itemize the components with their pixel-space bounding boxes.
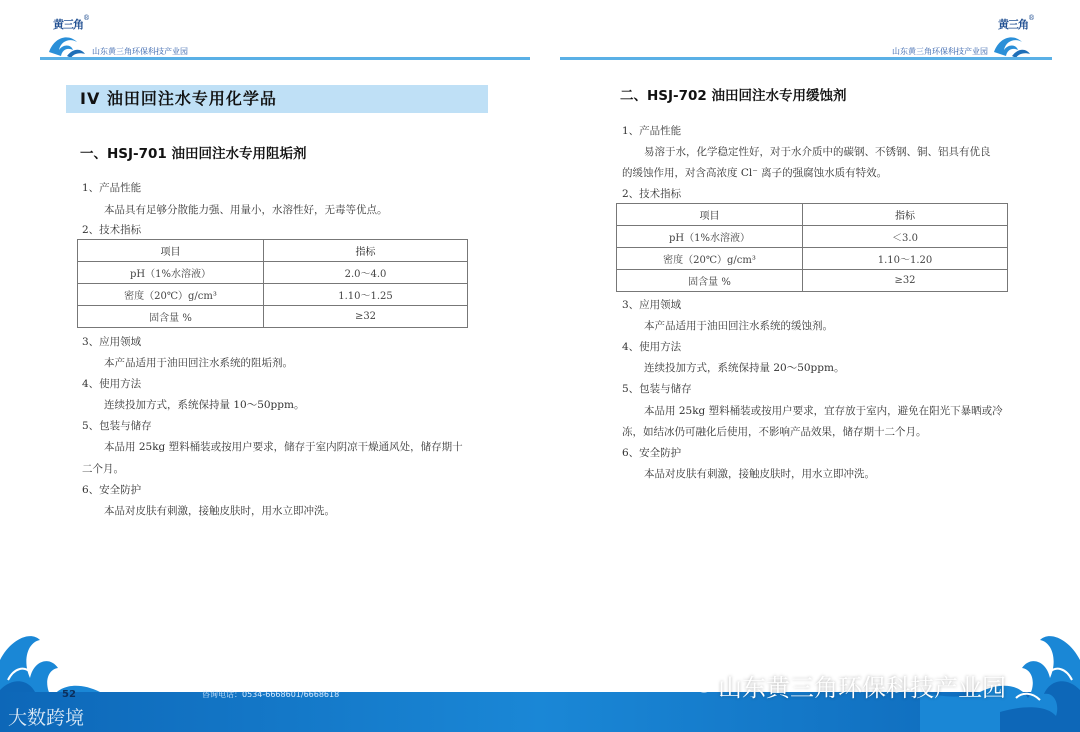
product-title-701: 一、HSJ-701 油田回注水专用阻垢剂 <box>80 146 307 162</box>
corner-watermark: 大数跨境 <box>8 707 85 729</box>
brand-logo-right <box>992 14 1035 62</box>
heading-performance-702: 1、产品性能 <box>622 125 682 137</box>
table-row <box>78 262 468 284</box>
registered-mark: ® <box>83 14 90 22</box>
table-header-row <box>78 240 468 262</box>
brand-logo <box>47 14 90 62</box>
header-divider-left <box>40 57 530 60</box>
table-cell: pH（1%水溶液） <box>617 226 803 248</box>
product-title-702: 二、HSJ-702 油田回注水专用缓蚀剂 <box>620 88 847 104</box>
header-divider-right <box>560 57 1052 60</box>
table-header-value: 指标 <box>803 204 1008 226</box>
table-header-row <box>617 204 1008 226</box>
heading-safety: 6、安全防护 <box>82 484 142 496</box>
park-name-left: 山东黄三角环保科技产业园 <box>92 47 188 56</box>
text-safety: 本品对皮肤有刺激，接触皮肤时，用水立即冲洗。 <box>104 505 335 517</box>
table-cell: 1.10～1.20 <box>803 248 1008 270</box>
table-row <box>617 226 1008 248</box>
table-row <box>617 248 1008 270</box>
table-cell: 密度（20℃）g/cm³ <box>78 284 264 306</box>
text-packaging-702-1: 本品用 25kg 塑料桶装或按用户要求，宜存放于室内，避免在阳光下暴晒或冷 <box>644 405 1003 417</box>
brand-mark-text-right: 黄三角 <box>998 18 1028 31</box>
table-cell: 固含量 % <box>617 270 803 292</box>
spec-table-702 <box>616 203 1008 292</box>
watermark-text: 山东黄三角环保科技产业园 <box>718 674 1006 702</box>
wechat-icon <box>684 670 714 694</box>
heading-usage: 4、使用方法 <box>82 378 142 390</box>
heading-specs-702: 2、技术指标 <box>622 188 682 200</box>
text-packaging-1: 本品用 25kg 塑料桶装或按用户要求，储存于室内阴凉干燥通风处，储存期十 <box>104 441 463 453</box>
table-cell: 1.10～1.25 <box>264 284 468 306</box>
table-cell: 密度（20℃）g/cm³ <box>617 248 803 270</box>
table-cell: 2.0～4.0 <box>264 262 468 284</box>
table-cell: 固含量 % <box>78 306 264 328</box>
text-performance-702-2: 的缓蚀作用，对含高浓度 Cl⁻ 离子的强腐蚀水质有特效。 <box>622 167 888 179</box>
contact-phone: 咨询电话：0534-6668601/6668618 <box>202 690 340 699</box>
text-packaging-2: 二个月。 <box>82 463 124 475</box>
text-usage: 连续投加方式，系统保持量 10～50ppm。 <box>104 399 305 411</box>
heading-packaging: 5、包装与储存 <box>82 420 152 432</box>
section-title: IV 油田回注水专用化学品 <box>66 85 488 113</box>
page-number: 52 <box>62 689 76 700</box>
wave-logo-icon <box>47 30 87 60</box>
heading-specs: 2、技术指标 <box>82 224 142 236</box>
table-row <box>617 270 1008 292</box>
heading-application-702: 3、应用领域 <box>622 299 682 311</box>
text-safety-702: 本品对皮肤有刺激，接触皮肤时，用水立即冲洗。 <box>644 468 875 480</box>
table-header-item: 项目 <box>78 240 264 262</box>
table-cell: ≥32 <box>803 270 1008 292</box>
heading-packaging-702: 5、包装与储存 <box>622 383 692 395</box>
wave-logo-icon <box>992 30 1032 60</box>
park-name-right: 山东黄三角环保科技产业园 <box>892 47 988 56</box>
brand-mark-text: 黄三角 <box>53 18 83 31</box>
registered-mark-right: ® <box>1028 14 1035 22</box>
text-application-702: 本产品适用于油田回注水系统的缓蚀剂。 <box>644 320 833 332</box>
text-application: 本产品适用于油田回注水系统的阻垢剂。 <box>104 357 293 369</box>
text-usage-702: 连续投加方式，系统保持量 20～50ppm。 <box>644 362 845 374</box>
spec-table-701 <box>77 239 468 328</box>
heading-application: 3、应用领域 <box>82 336 142 348</box>
table-row <box>78 306 468 328</box>
table-cell: ＜3.0 <box>803 226 1008 248</box>
heading-usage-702: 4、使用方法 <box>622 341 682 353</box>
heading-performance: 1、产品性能 <box>82 182 142 194</box>
heading-safety-702: 6、安全防护 <box>622 447 682 459</box>
text-performance-702-1: 易溶于水，化学稳定性好，对于水介质中的碳钢、不锈钢、铜、铝具有优良 <box>644 146 991 158</box>
table-header-value: 指标 <box>264 240 468 262</box>
table-cell: ≥32 <box>264 306 468 328</box>
text-packaging-702-2: 冻，如结冰仍可融化后使用，不影响产品效果，储存期十二个月。 <box>622 426 927 438</box>
table-header-item: 项目 <box>617 204 803 226</box>
text-performance: 本品具有足够分散能力强、用量小，水溶性好，无毒等优点。 <box>104 204 388 216</box>
table-row <box>78 284 468 306</box>
table-cell: pH（1%水溶液） <box>78 262 264 284</box>
